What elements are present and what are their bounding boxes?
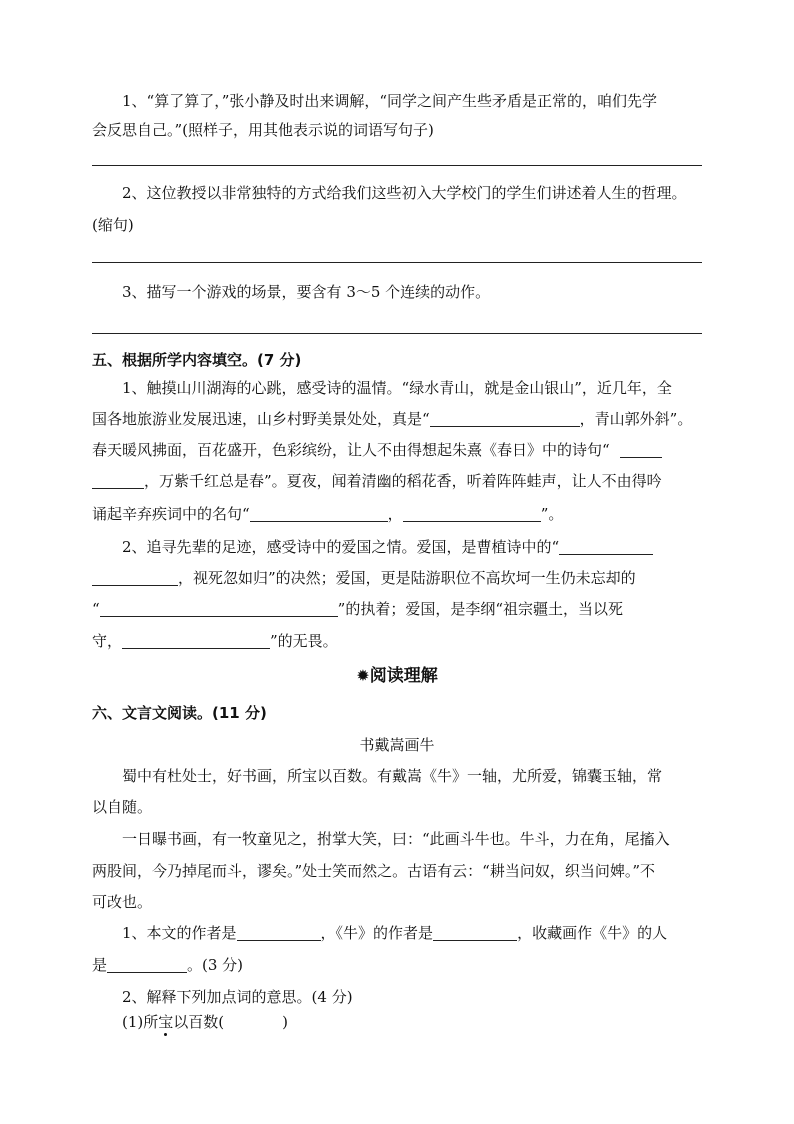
passage-para2-line1: 一日曝书画，有一牧童见之，拊掌大笑，曰：“此画斗牛也。牛斗，力在角，尾搐入 (122, 830, 670, 848)
q5-p1-line3-text: 春天暖风拂面，百花盛开，色彩缤纷，让人不由得想起朱熹《春日》中的诗句“ (92, 441, 610, 459)
q6-q1-line2 (92, 956, 704, 974)
passage-para2-line3: 可改也。 (92, 893, 153, 911)
q4-item1-line2: 会反思自己。”(照样子，用其他表示说的词语写句子) (92, 121, 434, 139)
q6-heading: 六、文言文阅读。(11 分) (92, 704, 267, 722)
q6-q2-item-pre: 所 (143, 1013, 159, 1031)
passage-para1-line2: 以自随。 (92, 798, 153, 816)
q5-p1-line5-tail: ”。 (540, 505, 564, 523)
q5-p1-line4 (92, 472, 704, 490)
q5-p1-line2-tail: ，青山郭外斜”。 (579, 410, 693, 428)
dotted-word: 宝 (158, 1013, 174, 1031)
q5-p2-line4-head: 守， (92, 632, 123, 650)
q6-q1-line1 (122, 924, 704, 942)
fill-blank-3[interactable] (250, 507, 388, 522)
q5-p1-line5-text: 诵起辛弃疾词中的名句“ (92, 505, 250, 523)
passage-para1-line1: 蜀中有杜处士，好书画，所宝以百数。有戴嵩《牛》一轴，尤所爱，锦囊玉轴，常 (122, 767, 663, 785)
fill-blank-7[interactable] (122, 634, 270, 649)
q5-p2-line1 (122, 538, 704, 556)
q5-p2-line1-text: 2、追寻先辈的足迹，感受诗中的爱国之情。爱国，是曹植诗中的“ (122, 538, 560, 556)
fill-blank-4[interactable] (403, 507, 541, 522)
q6-q2-item-close: ) (282, 1013, 288, 1031)
q5-p2-line2 (92, 569, 704, 587)
q6-q1-text-d: 是 (92, 956, 108, 974)
q6-q2-item-num: (1) (122, 1013, 144, 1031)
q5-p1-line2 (92, 410, 704, 428)
q4-item2-line2: (缩句) (92, 216, 134, 234)
q5-p2-line4 (92, 632, 704, 650)
q5-p2-line3-quote: “ (92, 600, 100, 618)
q5-p1-line1: 1、触摸山川湖海的心跳，感受诗的温情。“绿水青山，就是金山银山”，近几年，全 (122, 379, 672, 397)
q5-p1-line4-text: ，万紫千红总是春”。夏夜，闻着清幽的稻花香，听着阵阵蛙声，让人不由得吟 (144, 472, 662, 490)
q6-q1-text-b: ，《牛》的作者是 (320, 924, 434, 942)
fill-blank-5a[interactable] (559, 540, 653, 555)
q5-p1-line5-comma: ， (387, 505, 403, 523)
fill-blank-collector[interactable] (107, 958, 187, 973)
q4-item1-line1: 1、“算了算了，”张小静及时出来调解，“同学之间产生些矛盾是正常的，咱们先学 (122, 92, 658, 110)
q5-p2-line3-text: ”的执着；爱国，是李纲“祖宗疆土，当以死 (337, 600, 624, 618)
q6-q2: 2、解释下列加点词的意思。(4 分) (122, 988, 353, 1006)
fill-blank-painter[interactable] (433, 926, 517, 941)
passage-title: 书戴嵩画牛 (359, 736, 435, 754)
fill-blank-5b[interactable] (92, 571, 178, 586)
fill-blank-6[interactable] (100, 602, 338, 617)
q5-p2-line2-text: ，视死忽如归”的决然；爱国，更是陆游职位不高坎坷一生仍未忘却的 (178, 569, 636, 587)
q6-q1-text-e: 。(3 分) (187, 956, 244, 974)
section-title (0, 665, 794, 687)
q5-p1-line3 (92, 441, 704, 459)
q5-p1-line2-text: 国各地旅游业发展迅速，山乡村野美景处处，真是“ (92, 410, 430, 428)
q5-p1-line5 (92, 505, 704, 523)
q6-q1-text-a: 1、本文的作者是 (122, 924, 237, 942)
q4-item2-line1: 2、这位教授以非常独特的方式给我们这些初入大学校门的学生们讲述着人生的哲理。 (122, 184, 687, 202)
answer-line-2[interactable] (92, 262, 702, 263)
q6-q1-text-c: ，收藏画作《牛》的人 (517, 924, 668, 942)
answer-line-1[interactable] (92, 165, 702, 166)
passage-para2-line2: 两股间，今乃掉尾而斗，谬矣。”处士笑而然之。古语有云：“耕当问奴，织当问婢。”不 (92, 862, 656, 880)
q5-p2-line3 (92, 600, 704, 618)
fill-blank-2b[interactable] (92, 474, 144, 489)
star-icon: ✹ (356, 666, 370, 685)
answer-line-3[interactable] (92, 333, 702, 334)
q5-heading: 五、根据所学内容填空。(7 分) (92, 351, 302, 369)
fill-blank-author[interactable] (237, 926, 321, 941)
fill-blank-2a[interactable] (620, 443, 662, 458)
q5-p2-line4-text: ”的无畏。 (270, 632, 338, 650)
q6-q2-item-post: 以百数( (173, 1013, 225, 1031)
q4-item3: 3、描写一个游戏的场景，要含有 3～5 个连续的动作。 (122, 283, 491, 301)
q6-q2-item1 (122, 1013, 704, 1031)
fill-blank-1[interactable] (430, 412, 580, 427)
section-title-text: 阅读理解 (369, 666, 438, 686)
